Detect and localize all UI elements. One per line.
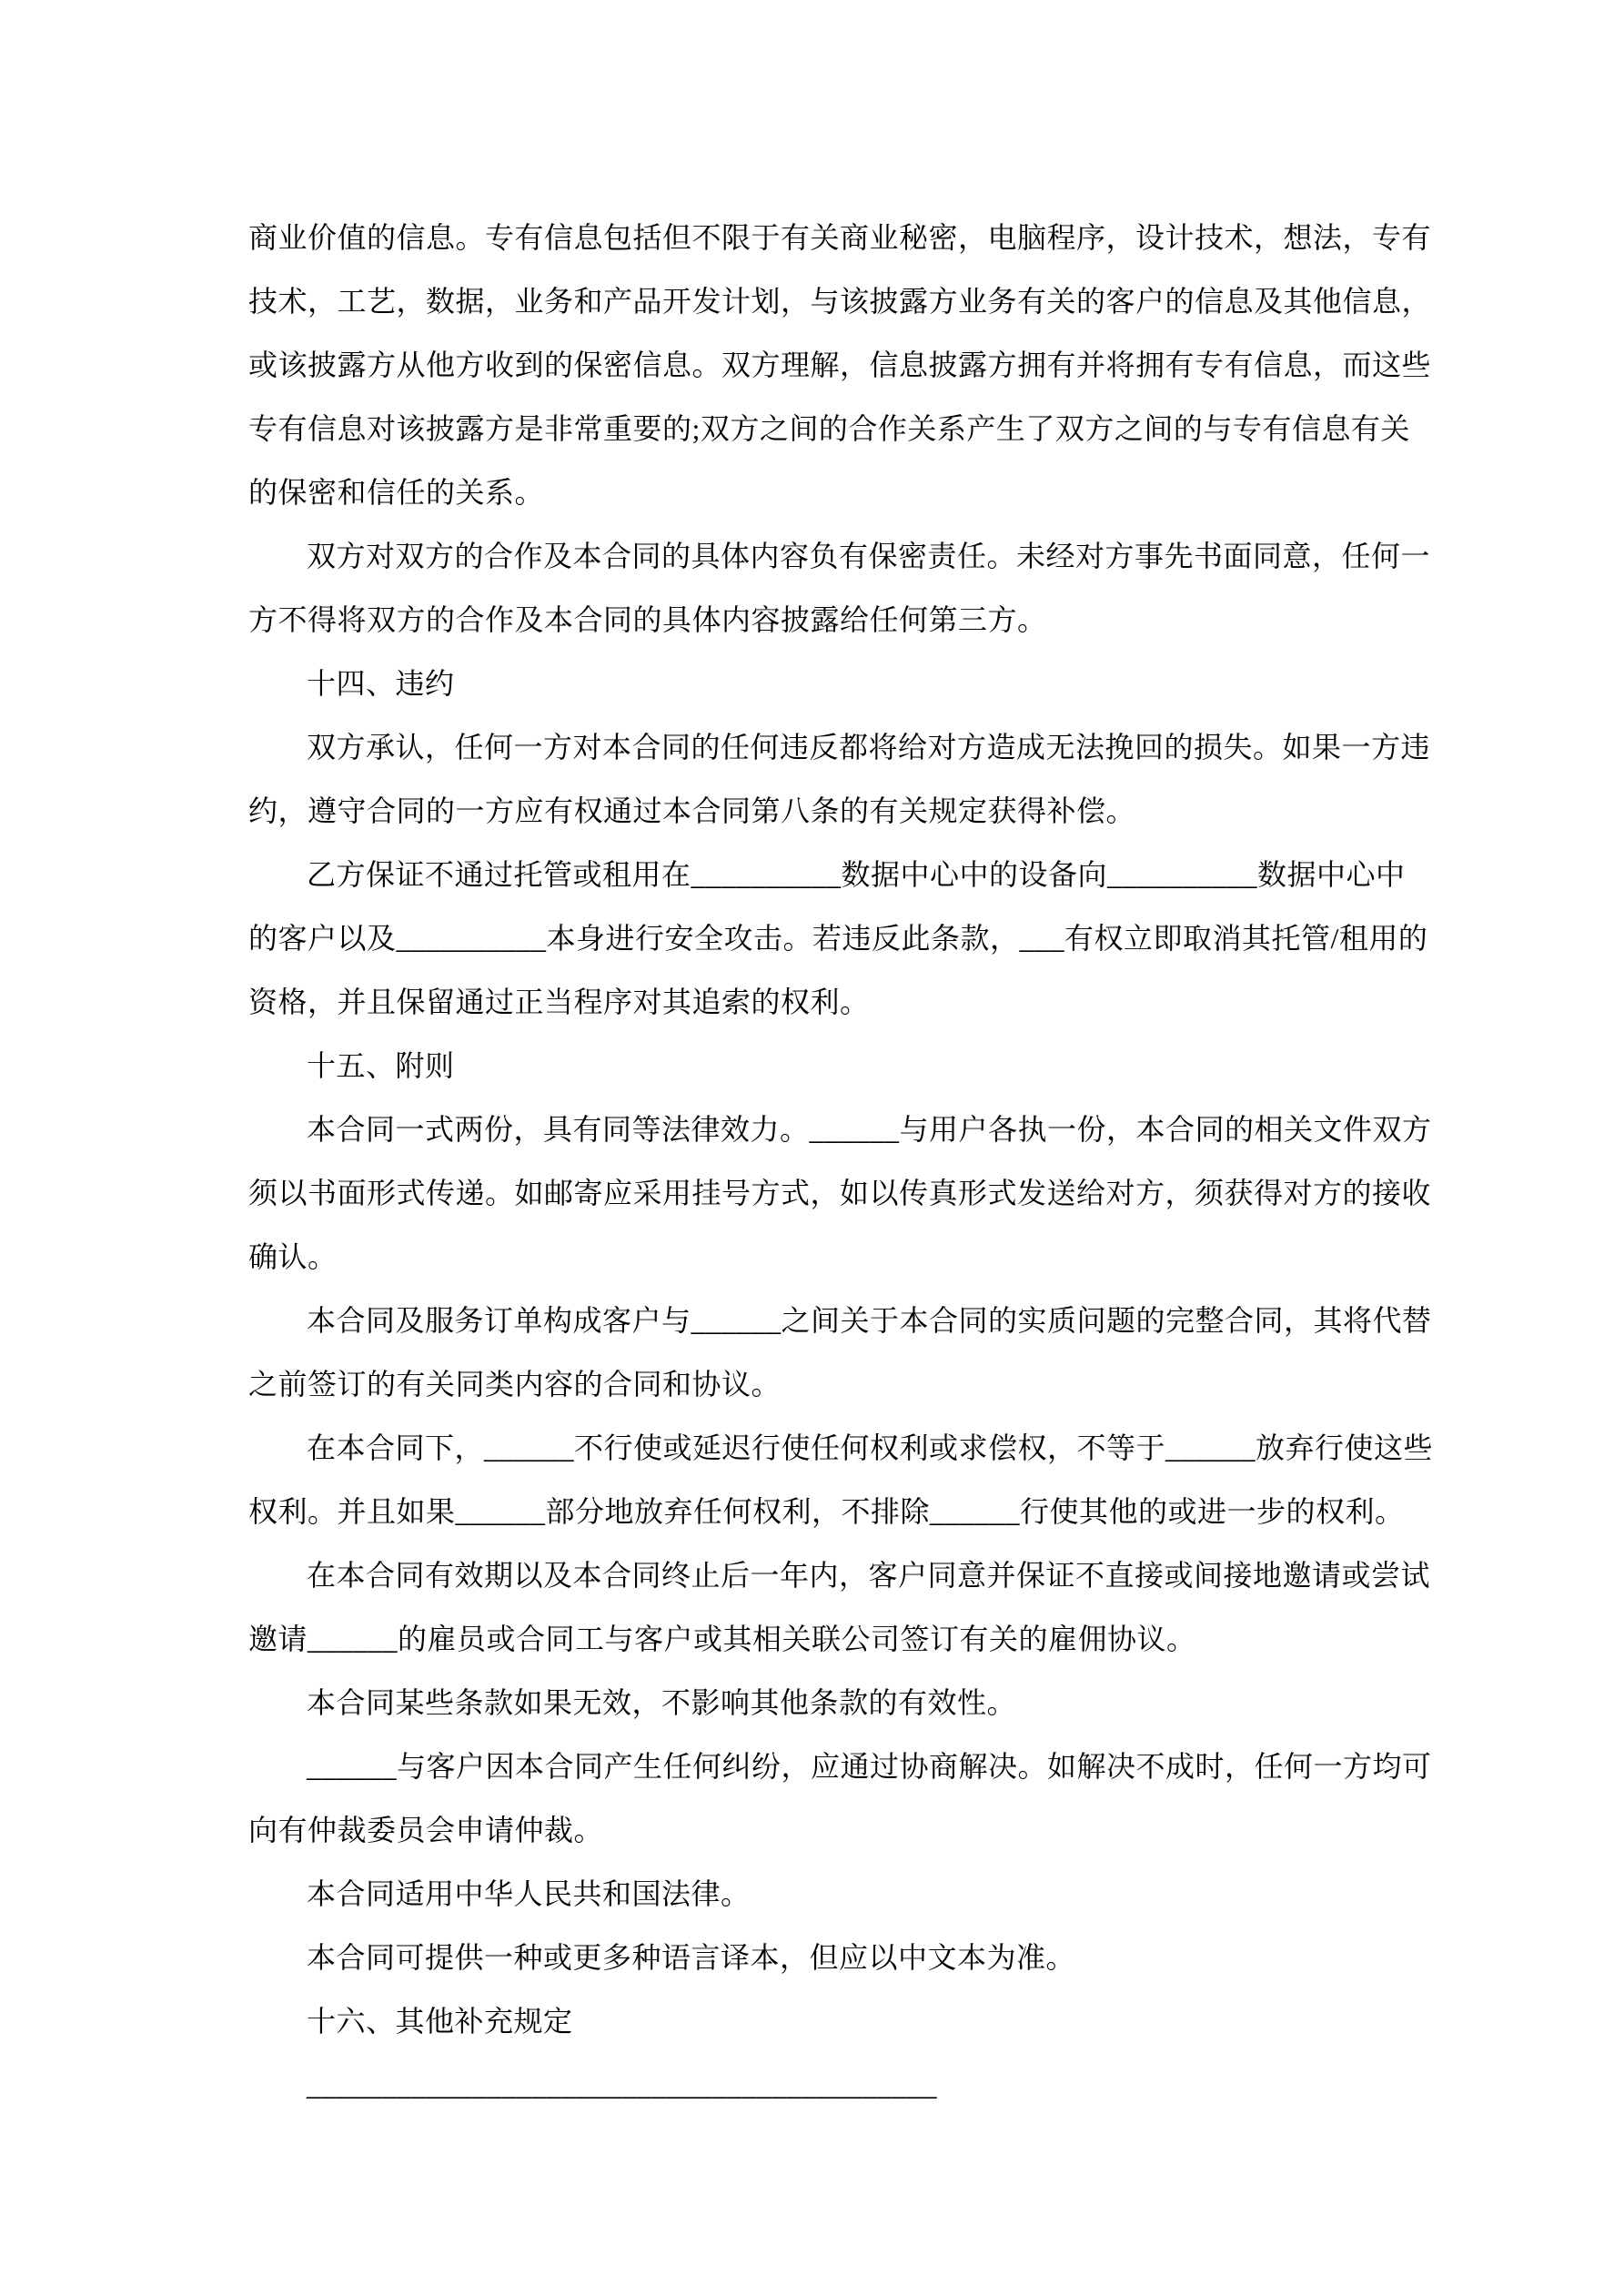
text-line: 本合同某些条款如果无效，不影响其他条款的有效性。 <box>307 1686 1017 1719</box>
fill-in-blank-line: __________________________________________ <box>307 2068 937 2101</box>
text-line: 邀请______的雇员或合同工与客户或其相关联公司签订有关的雇佣协议。 <box>248 1623 1196 1655</box>
text-line: 方不得将双方的合作及本合同的具体内容披露给任何第三方。 <box>248 603 1047 636</box>
text-line: 本合同一式两份，具有同等法律效力。______与用户各执一份，本合同的相关文件双方 <box>307 1113 1432 1146</box>
text-line: 专有信息对该披露方是非常重要的;双方之间的合作关系产生了双方之间的与专有信息有关 <box>248 412 1410 445</box>
text-line: 权利。并且如果______部分地放弃任何权利，不排除______行使其他的或进一步的权利。 <box>248 1495 1405 1528</box>
text-line: 的客户以及__________本身进行安全攻击。若违反此条款，___有权立即取消其托管/租用的 <box>248 922 1428 955</box>
text-line: 资格，并且保留通过正当程序对其追索的权利。 <box>248 986 870 1018</box>
contract-text-block <box>248 206 1434 2117</box>
text-line: 须以书面形式传递。如邮寄应采用挂号方式，如以传真形式发送给对方，须获得对方的接收 <box>248 1177 1432 1209</box>
text-line: 或该披露方从他方收到的保密信息。双方理解，信息披露方拥有并将拥有专有信息，而这些 <box>248 349 1432 381</box>
clause-heading: 十六、其他补充规定 <box>307 2005 573 2038</box>
text-line: 双方承认，任何一方对本合同的任何违反都将给对方造成无法挽回的损失。如果一方违 <box>307 731 1431 764</box>
clause-heading: 十五、附则 <box>307 1049 455 1082</box>
clause-heading: 十四、违约 <box>307 667 455 700</box>
text-line: 乙方保证不通过托管或租用在__________数据中心中的设备向__________数据中心中 <box>307 858 1406 891</box>
text-line: 在本合同下，______不行使或延迟行使任何权利或求偿权，不等于______放弃行使这些 <box>307 1431 1434 1464</box>
text-line: 的保密和信任的关系。 <box>248 476 545 509</box>
text-line: 商业价值的信息。专有信息包括但不限于有关商业秘密，电脑程序，设计技术，想法，专有 <box>248 221 1432 254</box>
text-line: 本合同及服务订单构成客户与______之间关于本合同的实质问题的完整合同，其将代替 <box>307 1304 1432 1337</box>
text-line: 在本合同有效期以及本合同终止后一年内，客户同意并保证不直接或间接地邀请或尝试 <box>307 1559 1431 1592</box>
text-line: ______与客户因本合同产生任何纠纷，应通过协商解决。如解决不成时，任何一方均可 <box>307 1750 1432 1783</box>
text-line: 约，遵守合同的一方应有权通过本合同第八条的有关规定获得补偿。 <box>248 794 1136 827</box>
text-line: 确认。 <box>248 1240 338 1273</box>
text-line: 本合同可提供一种或更多种语言译本，但应以中文本为准。 <box>307 1941 1076 1974</box>
text-line: 之前签订的有关同类内容的合同和协议。 <box>248 1368 782 1401</box>
text-line: 本合同适用中华人民共和国法律。 <box>307 1877 751 1910</box>
text-line: 双方对双方的合作及本合同的具体内容负有保密责任。未经对方事先书面同意，任何一 <box>307 540 1431 572</box>
text-line: 技术，工艺，数据，业务和产品开发计划，与该披露方业务有关的客户的信息及其他信息， <box>248 285 1432 318</box>
text-line: 向有仲裁委员会申请仲裁。 <box>248 1814 604 1846</box>
